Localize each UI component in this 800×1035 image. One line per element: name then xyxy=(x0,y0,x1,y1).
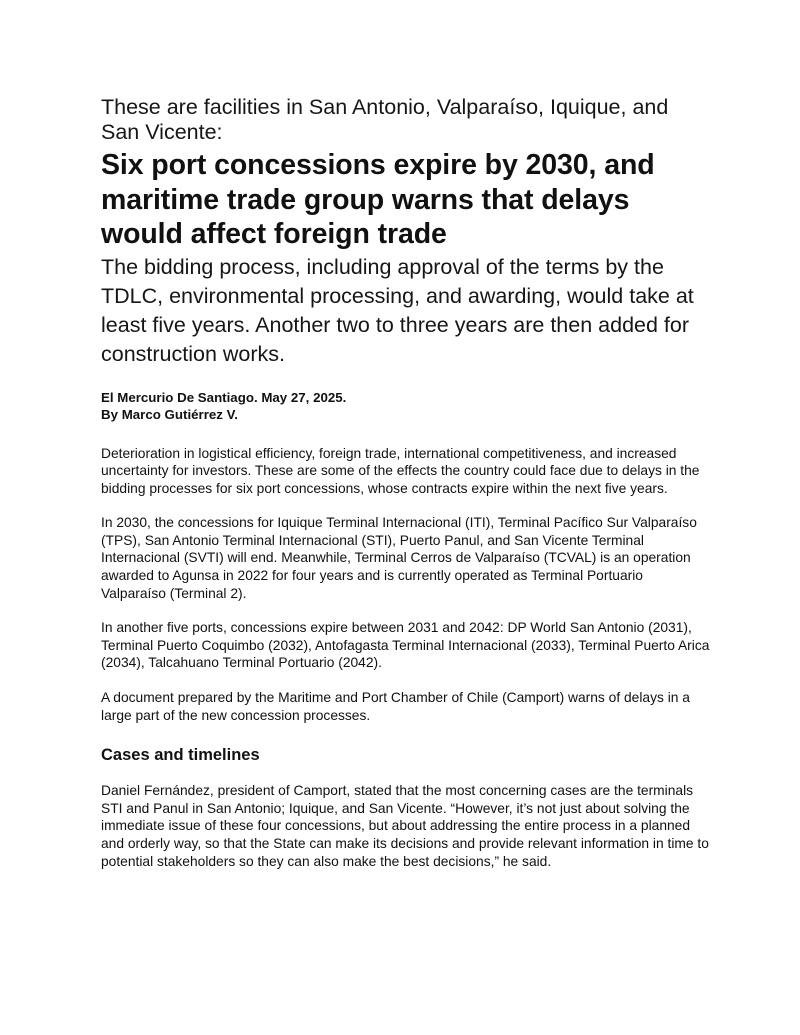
article-kicker: These are facilities in San Antonio, Valparaíso, Iquique, and San Vicente: xyxy=(101,95,669,144)
source-line: El Mercurio De Santiago. May 27, 2025. xyxy=(101,389,347,405)
author-line: By Marco Gutiérrez V. xyxy=(101,406,238,422)
byline xyxy=(101,389,711,423)
body-paragraph: A document prepared by the Maritime and Port Chamber of Chile (Camport) warns of delays in a large part of the new concession processes. xyxy=(101,690,690,723)
body-paragraph: In another five ports, concessions expire between 2031 and 2042: DP World San Antonio (2031), Terminal Puerto Coquimbo (2032), Antofagasta Terminal Internacional (2033), Terminal Puerto Arica (2034), Talcahuano Terminal Portuario (2042). xyxy=(101,620,710,671)
article-deck: The bidding process, including approval of the terms by the TDLC, environmental processing, and awarding, would take at least five years. Another two to three years are then added for construction works. xyxy=(101,254,694,366)
article xyxy=(101,95,711,870)
body-paragraph: Deterioration in logistical efficiency, foreign trade, international competitiveness, and increased uncertainty for investors. These are some of the effects the country could face due to delays in the bidding processes for six port concessions, whose contracts expire within the next five years. xyxy=(101,445,700,496)
body-paragraph: In 2030, the concessions for Iquique Terminal Internacional (ITI), Terminal Pacífico Sur Valparaíso (TPS), San Antonio Terminal Internacional (STI), Puerto Panul, and San Vicente Terminal Internacional (SVTI) will end. Meanwhile, Terminal Cerros de Valparaíso (TCVAL) is an operation awarded to Agunsa in 2022 for four years and is currently operated as Terminal Portuario Valparaíso (Terminal 2). xyxy=(101,515,697,601)
article-headline: Six port concessions expire by 2030, and maritime trade group warns that delays would affect foreign trade xyxy=(101,149,655,250)
section-heading: Cases and timelines xyxy=(101,746,260,765)
body-paragraph: Daniel Fernández, president of Camport, stated that the most concerning cases are the terminals STI and Panul in San Antonio; Iquique, and San Vicente. “However, it’s not just about solving the immediate issue of these four concessions, but about addressing the entire process in a planned and orderly way, so that the State can make its decisions and provide relevant information in time to potential stakeholders so they can also make the best decisions,” he said. xyxy=(101,783,709,869)
